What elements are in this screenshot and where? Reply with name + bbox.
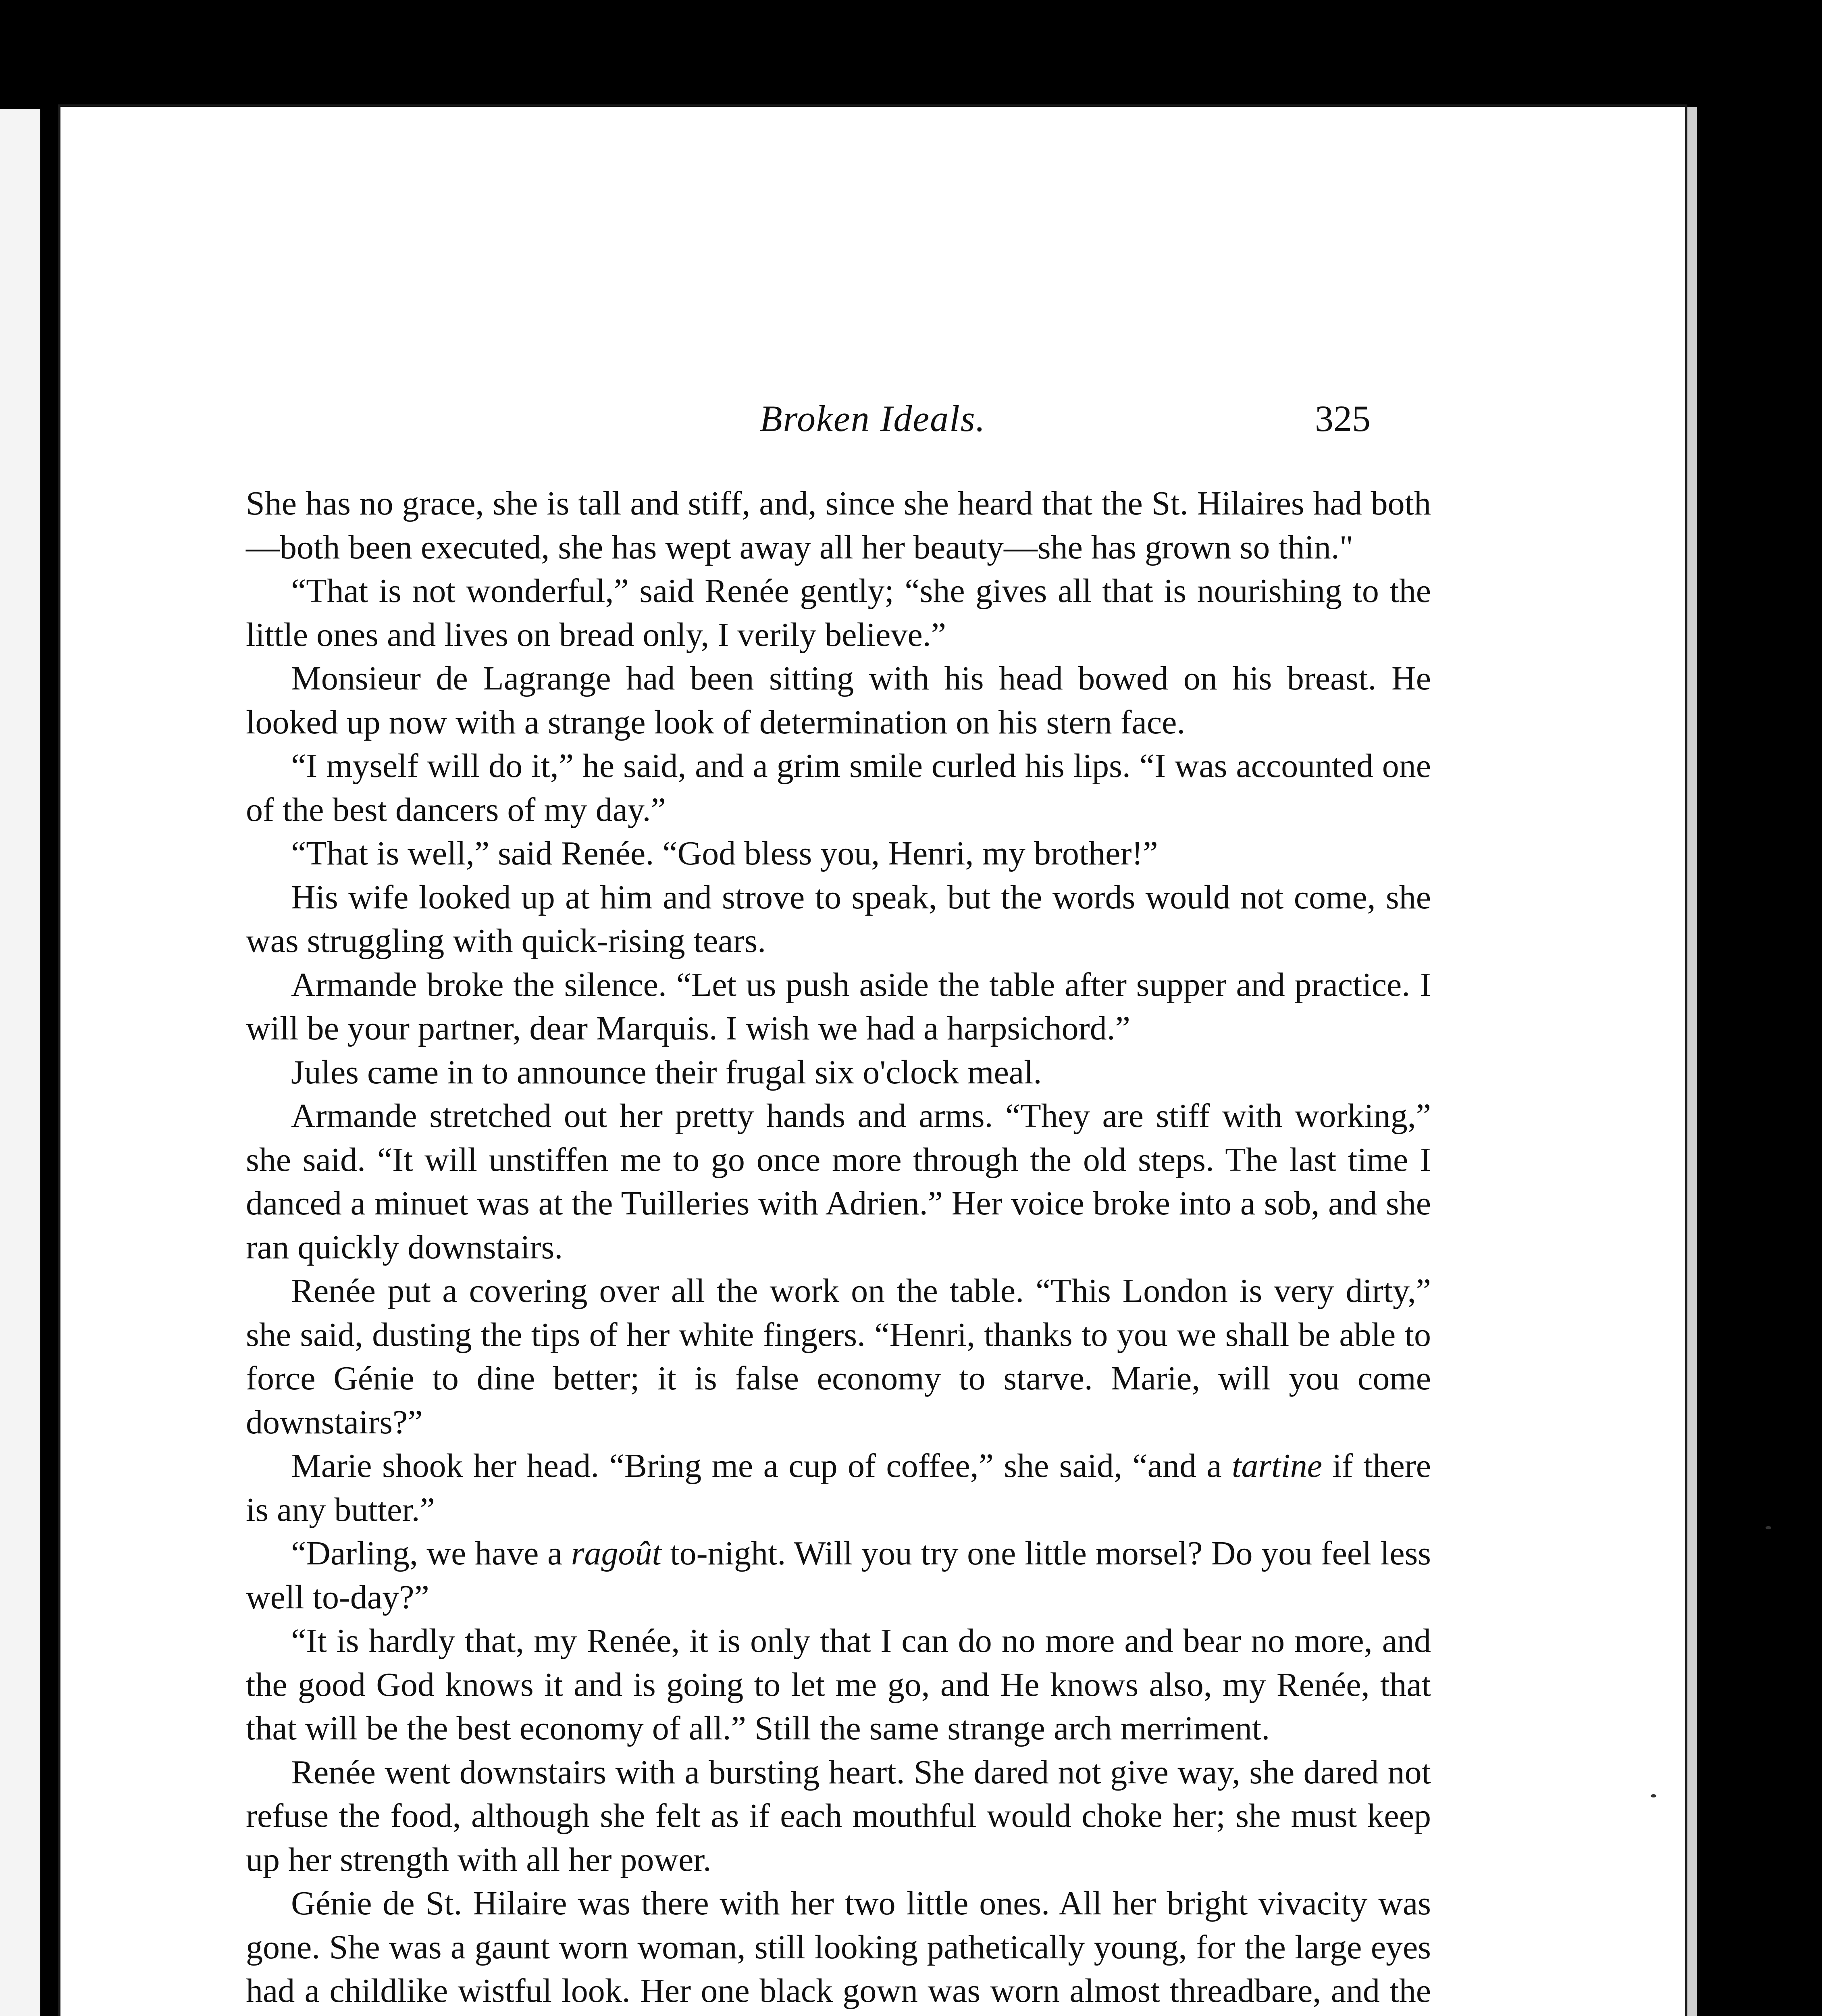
body-text <box>246 482 1431 2016</box>
page-edge-shadow <box>1685 107 1697 2016</box>
paragraph <box>246 1444 1431 1532</box>
running-title: Broken Ideals. <box>759 398 986 439</box>
paragraph-continuation: She has no grace, she is tall and stiff, and, since she heard that the St. Hilaires had both—both been executed, she has wept away all her beauty—she has grown so thin." <box>246 485 1431 566</box>
running-header <box>60 397 1685 442</box>
paper-speck <box>1651 1794 1656 1797</box>
paragraph: “I myself will do it,” he said, and a grim smile curled his lips. “I was accounted one of the best dancers of my day.” <box>246 747 1431 829</box>
paragraph: Renée went downstairs with a bursting heart. She dared not give way, she dared not refuse the food, although she felt as if each mouthful would choke her; she must keep up her strength with all her power. <box>246 1753 1431 1879</box>
paragraph-text: if there is any butter.” <box>246 1447 1431 1529</box>
paragraph: “It is hardly that, my Renée, it is only that I can do no more and bear no more, and the good God knows it and is going to let me go, and He knows also, my Renée, that that will be the best economy of all.” Still the same strange arch merriment. <box>246 1622 1431 1747</box>
paragraph: Armande broke the silence. “Let us push aside the table after supper and practice. I will be your partner, dear Marquis. I wish we had a harpsichord.” <box>246 966 1431 1047</box>
page-number: 325 <box>1315 398 1371 439</box>
paragraph: His wife looked up at him and strove to speak, but the words would not come, she was struggling with quick-rising tears. <box>246 878 1431 960</box>
paragraph: Monsieur de Lagrange had been sitting with his head bowed on his breast. He looked up now with a strange look of determination on his stern face. <box>246 660 1431 741</box>
paragraph: Armande stretched out her pretty hands and arms. “They are stiff with working,” she said. “It will unstiffen me to go once more through the old steps. The last time I danced a minuet was at the Tuilleries with Adrien.” Her voice broke into a sob, and she ran quickly downstairs. <box>246 1097 1431 1266</box>
italic-word: ragoût <box>571 1535 661 1572</box>
paragraph: “That is well,” said Renée. “God bless you, Henri, my brother!” <box>291 835 1158 872</box>
paragraph: “That is not wonderful,” said Renée gently; “she gives all that is nourishing to the little ones and lives on bread only, I verily believe.” <box>246 572 1431 654</box>
italic-word: tartine <box>1232 1447 1323 1485</box>
paragraph-text: Marie shook her head. “Bring me a cup of coffee,” she said, “and a <box>291 1447 1232 1485</box>
paragraph-text: to-night. Will you try one little morsel? Do you feel less well to-day?” <box>246 1535 1431 1616</box>
paragraph-text: “Darling, we have a <box>291 1535 571 1572</box>
paragraph <box>246 1532 1431 1619</box>
paragraph: Renée put a covering over all the work on the table. “This London is very dirty,” she said, dusting the tips of her white fingers. “Henri, thanks to you we shall be able to force Génie to dine better; it is false economy to starve. Marie, will you come downstairs?” <box>246 1272 1431 1441</box>
paragraph: Jules came in to announce their frugal six o'clock meal. <box>291 1053 1042 1091</box>
book-page <box>60 107 1685 2016</box>
paper-speck <box>1766 1526 1771 1529</box>
previous-page-edge <box>0 109 40 2016</box>
paragraph: Génie de St. Hilaire was there with her two little ones. All her bright vivacity was gone. She was a gaunt worn woman, still looking pathetically young, for the large eyes had a childlike wistful look. Her one black gown was worn almost threadbare, and the <box>246 1885 1431 2010</box>
